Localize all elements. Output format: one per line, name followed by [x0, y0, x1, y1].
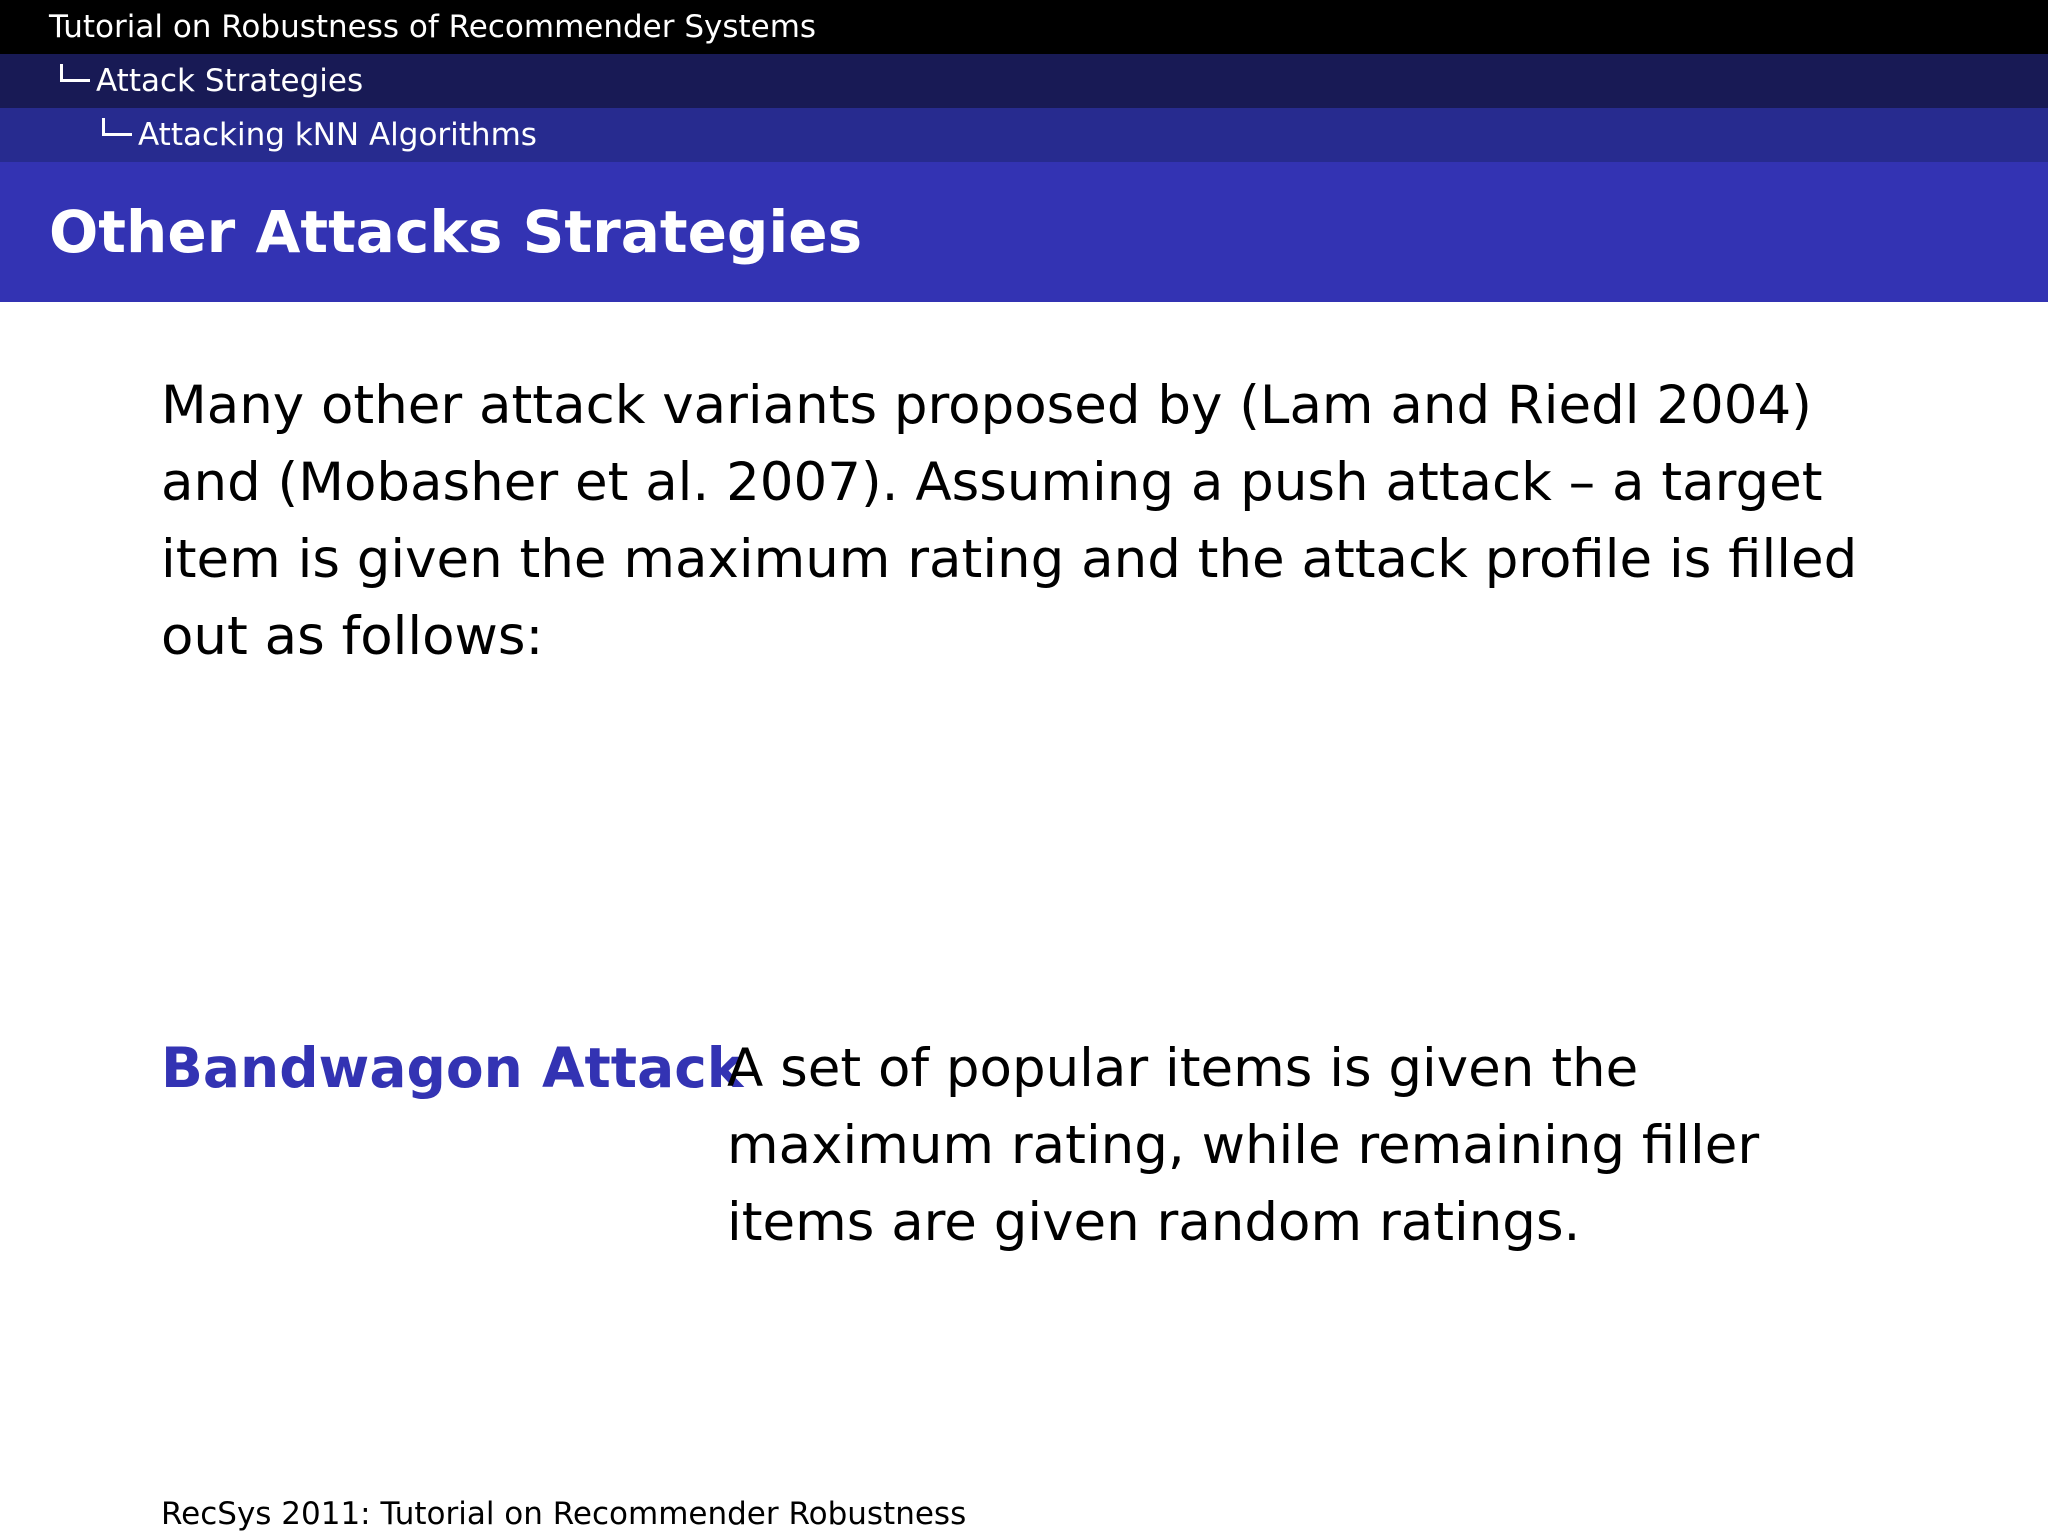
definition-term: Bandwagon Attack: [161, 1036, 744, 1100]
tree-branch-icon: [60, 64, 90, 82]
headline-presentation-title[interactable]: [0, 0, 2048, 54]
headline-section[interactable]: [0, 54, 2048, 108]
definition-description: A set of popular items is given the maximum rating, while remaining filler items are given random ratings.: [727, 1038, 1760, 1253]
section-title-text: Attack Strategies: [96, 63, 364, 99]
frame-title: Other Attacks Strategies: [0, 162, 2048, 302]
subsection-title-text: Attacking kNN Algorithms: [138, 117, 537, 153]
tree-branch-icon: [102, 118, 132, 136]
definition-item: [161, 1030, 1901, 1270]
intro-paragraph: Many other attack variants proposed by (Lam and Riedl 2004) and (Mobasher et al. 2007). Assuming a push attack – a target item is given the maximum rating and the attack profile is filled out as follows:: [161, 375, 1858, 667]
presentation-title-text: Tutorial on Robustness of Recommender Systems: [49, 9, 817, 45]
headline-subsection[interactable]: [0, 108, 2048, 162]
footer-text: RecSys 2011: Tutorial on Recommender Robustness: [161, 1496, 967, 1532]
